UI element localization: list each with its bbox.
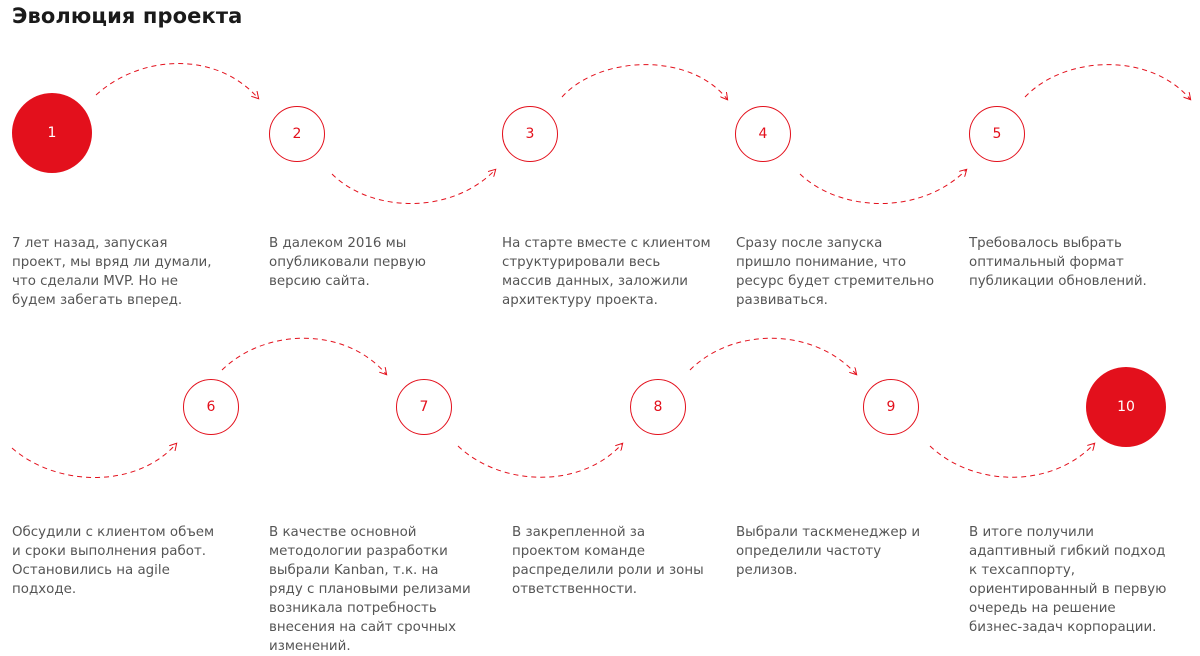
step-1-circle: 1 (12, 93, 92, 173)
arrow-9-10 (930, 444, 1094, 477)
arrow-2-3 (332, 170, 495, 204)
arrow-5-next (1025, 65, 1190, 99)
arrow-8-9 (690, 338, 856, 374)
step-10-circle: 10 (1086, 367, 1166, 447)
step-8-circle: 8 (630, 379, 686, 435)
step-1-text: 7 лет назад, запуская проект, мы вряд ли думали, что сделали MVP. Но не будем забегать вперед. (12, 236, 212, 308)
step-2-circle: 2 (269, 106, 325, 162)
arrow-4-5 (800, 170, 966, 204)
arrow-6-7 (222, 338, 386, 374)
step-5-circle: 5 (969, 106, 1025, 162)
step-3-circle: 3 (502, 106, 558, 162)
step-6-circle: 6 (183, 379, 239, 435)
step-4-circle: 4 (735, 106, 791, 162)
page-title: Эволюция проекта (12, 4, 243, 28)
arrow-start-6 (12, 444, 176, 478)
step-3-text: На старте вместе с клиентом структурировали весь массив данных, заложили архитектуру проекта. (502, 236, 711, 308)
step-2-text: В далеком 2016 мы опубликовали первую версию сайта. (269, 236, 426, 289)
arrow-1-2 (96, 63, 258, 98)
step-7-text: В качестве основной методологии разработки выбрали Kanban, т.к. на ряду с плановыми релизами возникала потребность внесения на сайт срочных изменений. (269, 525, 471, 654)
step-7-circle: 7 (396, 379, 452, 435)
step-5-text: Требовалось выбрать оптимальный формат публикации обновлений. (969, 236, 1147, 289)
arrow-7-8 (458, 444, 622, 477)
step-9-text: Выбрали таскменеджер и определили частоту релизов. (736, 525, 921, 578)
step-4-text: Сразу после запуска пришло понимание, что ресурс будет стремительно развиваться. (736, 236, 935, 308)
arrow-3-4 (562, 65, 727, 99)
step-6-text: Обсудили с клиентом объем и сроки выполнения работ. Остановились на agile подходе. (12, 525, 215, 597)
step-9-circle: 9 (863, 379, 919, 435)
step-8-text: В закрепленной за проектом команде распределили роли и зоны ответственности. (512, 525, 704, 597)
step-10-text: В итоге получили адаптивный гибкий подход к техсаппорту, ориентированный в первую очередь на решение бизнес-задач корпорации. (969, 525, 1167, 635)
